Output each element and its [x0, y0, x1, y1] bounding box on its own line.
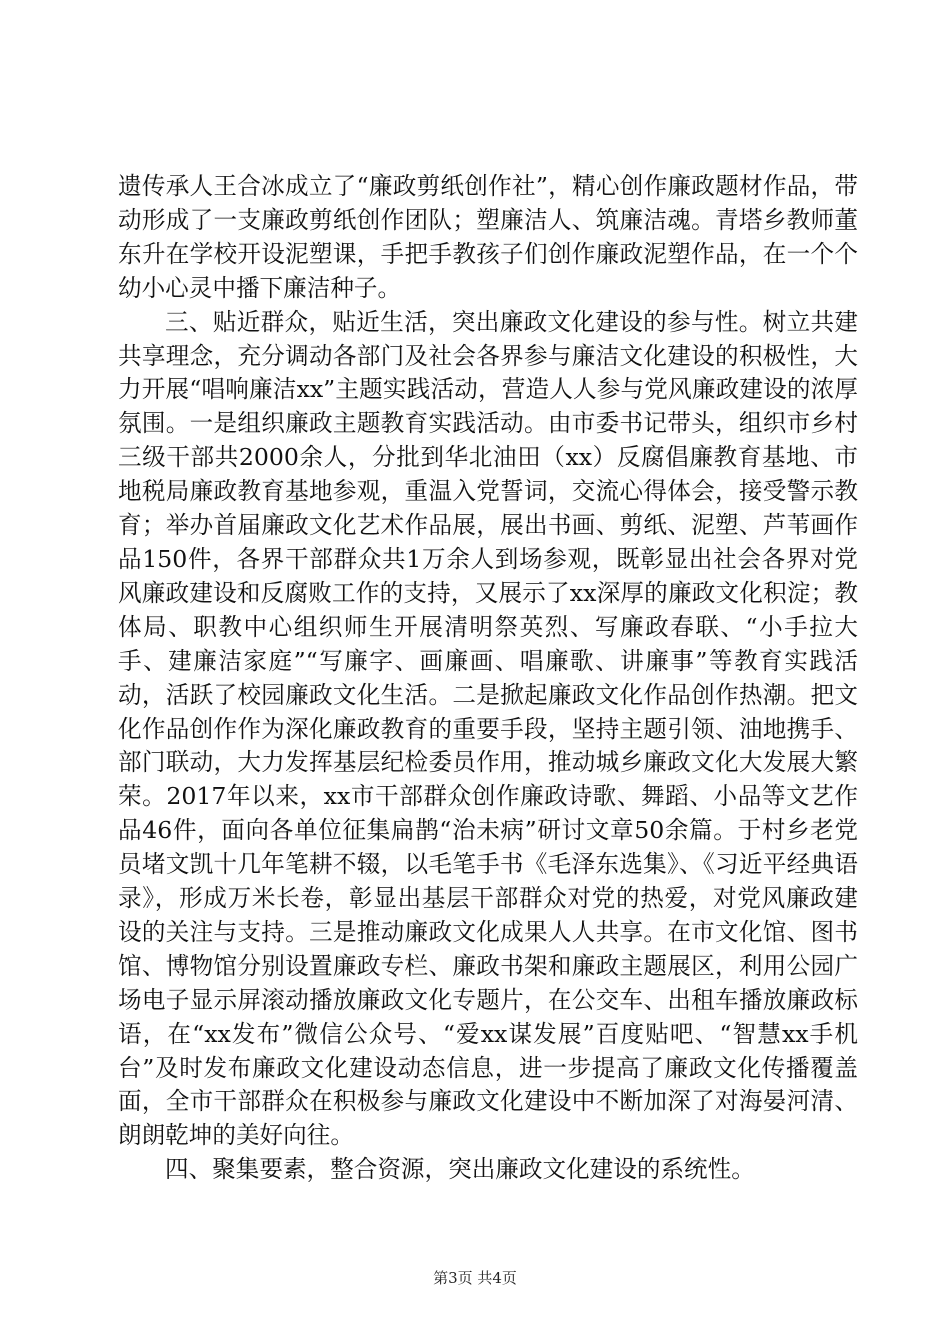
paragraph-3: 四、聚集要素，整合资源，突出廉政文化建设的系统性。: [165, 1155, 755, 1184]
paragraph-1: 遗传承人王合冰成立了“廉政剪纸创作社”，精心创作廉政题材作品，带动形成了一支廉政剪纸创作团队；塑廉洁人、筑廉洁魂。青塔乡教师董东升在学校开设泥塑课，手把手教孩子们创作廉政泥塑作品，在一个个幼小心灵中播下廉洁种子。: [118, 172, 858, 302]
document-body: [118, 170, 858, 1187]
paragraph-2: 三、贴近群众，贴近生活，突出廉政文化建设的参与性。树立共建共享理念，充分调动各部门及社会各界参与廉洁文化建设的积极性，大力开展“唱响廉洁xx”主题实践活动，营造人人参与党风廉政建设的浓厚氛围。一是组织廉政主题教育实践活动。由市委书记带头，组织市乡村三级干部共2000余人，分批到华北油田（xx）反腐倡廉教育基地、市地税局廉政教育基地参观，重温入党誓词，交流心得体会，接受警示教育；举办首届廉政文化艺术作品展，展出书画、剪纸、泥塑、芦苇画作品150件，各界干部群众共1万余人到场参观，既彰显出社会各界对党风廉政建设和反腐败工作的支持，又展示了xx深厚的廉政文化积淀；教体局、职教中心组织师生开展清明祭英烈、写廉政春联、“小手拉大手、建廉洁家庭”“写廉字、画廉画、唱廉歌、讲廉事”等教育实践活动，活跃了校园廉政文化生活。二是掀起廉政文化作品创作热潮。把文化作品创作作为深化廉政教育的重要手段，坚持主题引领、油地携手、部门联动，大力发挥基层纪检委员作用，推动城乡廉政文化大发展大繁荣。2017年以来，xx市干部群众创作廉政诗歌、舞蹈、小品等文艺作品46件，面向各单位征集扁鹊“治未病”研讨文章50余篇。于村乡老党员堵文凯十几年笔耕不辍，以毛笔手书《毛泽东选集》、《习近平经典语录》，形成万米长卷，彰显出基层干部群众对党的热爱，对党风廉政建设的关注与支持。三是推动廉政文化成果人人共享。在市文化馆、图书馆、博物馆分别设置廉政专栏、廉政书架和廉政主题展区，利用公园广场电子显示屏滚动播放廉政文化专题片，在公交车、出租车播放廉政标语，在“xx发布”微信公众号、“爱xx谋发展”百度贴吧、“智慧xx手机台”及时发布廉政文化建设动态信息，进一步提高了廉政文化传播覆盖面，全市干部群众在积极参与廉政文化建设中不断加深了对海晏河清、朗朗乾坤的美好向往。: [118, 307, 858, 1150]
page-footer: [0, 1268, 950, 1288]
page-number-indicator: 第3页 共4页: [433, 1269, 517, 1287]
